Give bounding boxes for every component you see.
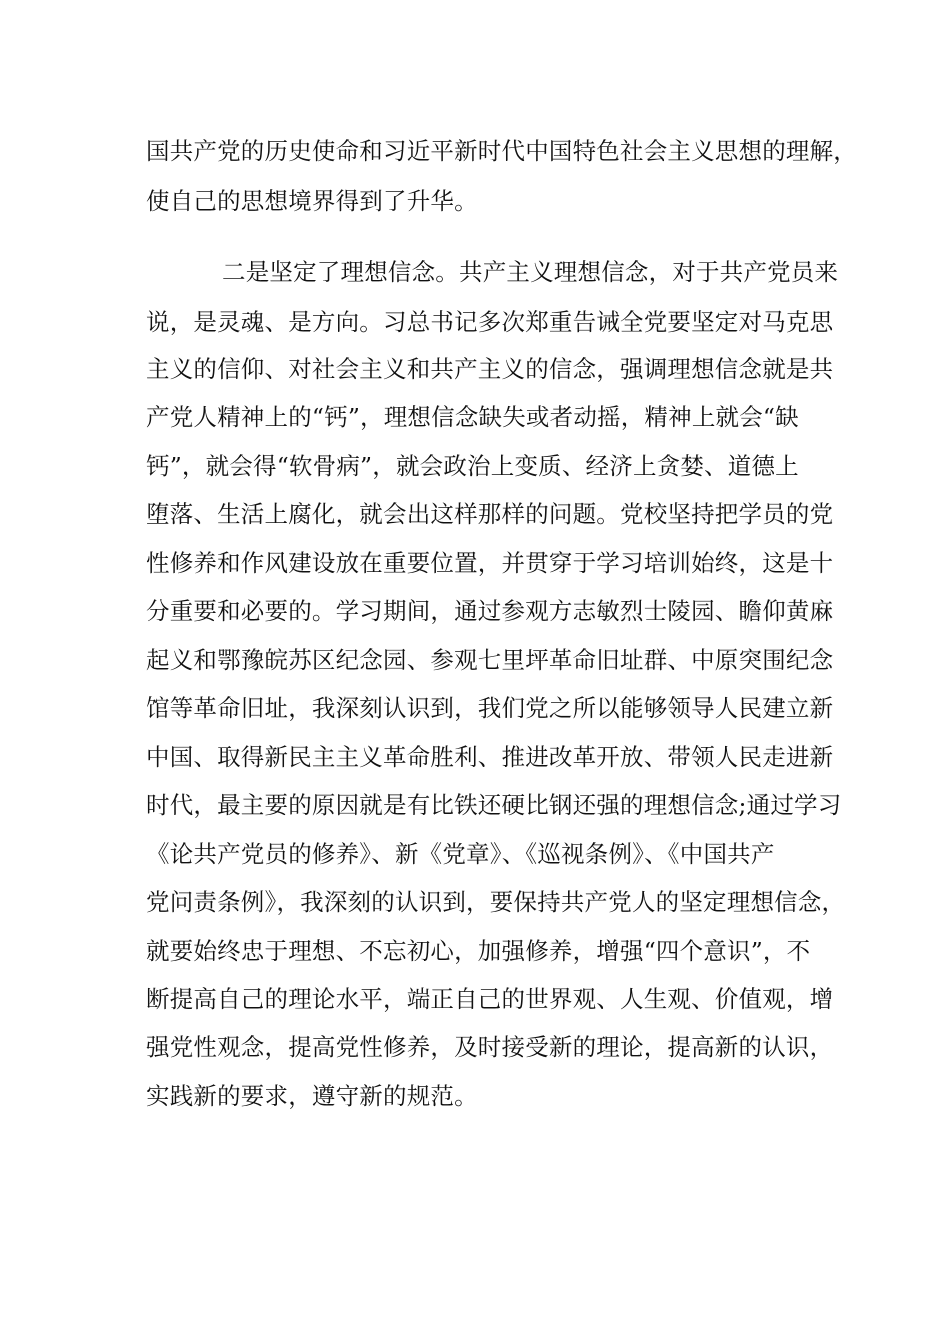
text-line: 《论共产党员的修养》、新《党章》、《巡视条例》、《中国共产 [146,840,775,868]
text-line: 性修养和作风建设放在重要位置，并贯穿于学习培训始终，这是十 [146,549,834,577]
text-line: 分重要和必要的。学习期间，通过参观方志敏烈士陵园、瞻仰黄麻 [146,597,834,625]
text-line: 堕落、生活上腐化，就会出这样那样的问题。党校坚持把学员的党 [146,500,834,528]
text-line: 馆等革命旧址，我深刻认识到，我们党之所以能够领导人民建立新 [146,694,834,722]
text-line: 国共产党的历史使命和习近平新时代中国特色社会主义思想的理解， [146,137,857,165]
text-line: 中国、取得新民主主义革命胜利、推进改革开放、带领人民走进新 [146,743,834,771]
text-line: 产党人精神上的“钙”，理想信念缺失或者动摇，精神上就会“缺 [146,403,799,431]
text-line: 强党性观念，提高党性修养，及时接受新的理论，提高新的认识， [146,1033,834,1061]
text-line: 二是坚定了理想信念。共产主义理想信念，对于共产党员来 [222,258,839,286]
text-line: 说，是灵魂、是方向。习总书记多次郑重告诫全党要坚定对马克思 [146,308,834,336]
text-line: 使自己的思想境界得到了升华。 [146,187,478,215]
text-line: 党问责条例》，我深刻的认识到，要保持共产党人的坚定理想信念， [146,888,846,916]
text-line: 钙”，就会得“软骨病”，就会政治上变质、经济上贪婪、道德上 [146,452,799,480]
text-line: 实践新的要求，遵守新的规范。 [146,1082,478,1110]
text-line: 主义的信仰、对社会主义和共产主义的信念，强调理想信念就是共 [146,355,834,383]
text-line: 时代，最主要的原因就是有比铁还硬比钢还强的理想信念;通过学习 [146,791,842,819]
text-line: 起义和鄂豫皖苏区纪念园、参观七里坪革命旧址群、中原突围纪念 [146,646,834,674]
text-line: 就要始终忠于理想、不忘初心，加强修养，增强“四个意识”，不 [146,937,811,965]
text-line: 断提高自己的理论水平，端正自己的世界观、人生观、价值观，增 [146,985,834,1013]
